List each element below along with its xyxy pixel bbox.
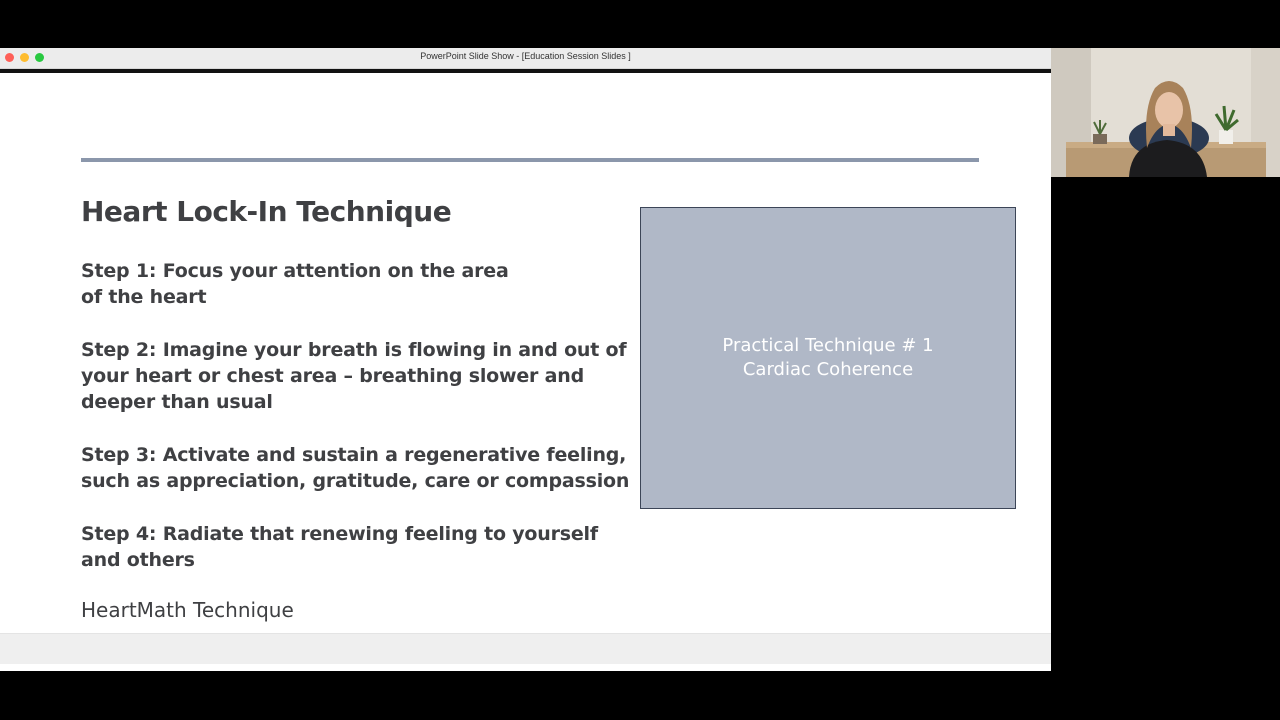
- steps-list: [81, 258, 641, 600]
- presenter-video-image: [1051, 48, 1280, 177]
- step-2: Step 2: Imagine your breath is flowing in and out of your heart or chest area – breathing slower and deeper than usual: [81, 339, 627, 413]
- window-title: PowerPoint Slide Show - [Education Session Slides ]: [420, 51, 631, 61]
- step-3: Step 3: Activate and sustain a regenerative feeling, such as appreciation, gratitude, care or compassion: [81, 444, 630, 492]
- presenter-webcam-video: [1051, 48, 1280, 177]
- step-1: Step 1: Focus your attention on the area of the heart: [81, 260, 509, 308]
- source-credit: HeartMath Technique: [81, 598, 294, 622]
- technique-placeholder-box: [640, 207, 1016, 509]
- slideshow-bottom-bar: [0, 633, 1051, 664]
- placeholder-line-2: Cardiac Coherence: [742, 359, 914, 380]
- placeholder-line-1: Practical Technique # 1: [722, 335, 934, 356]
- slideshow-window: [0, 48, 1051, 671]
- slide-header-rule: [81, 158, 979, 162]
- step-4: Step 4: Radiate that renewing feeling to yourself and others: [81, 523, 598, 571]
- window-titlebar[interactable]: [0, 48, 1051, 69]
- slide-title: Heart Lock-In Technique: [81, 195, 452, 228]
- slide-canvas[interactable]: [0, 73, 1051, 633]
